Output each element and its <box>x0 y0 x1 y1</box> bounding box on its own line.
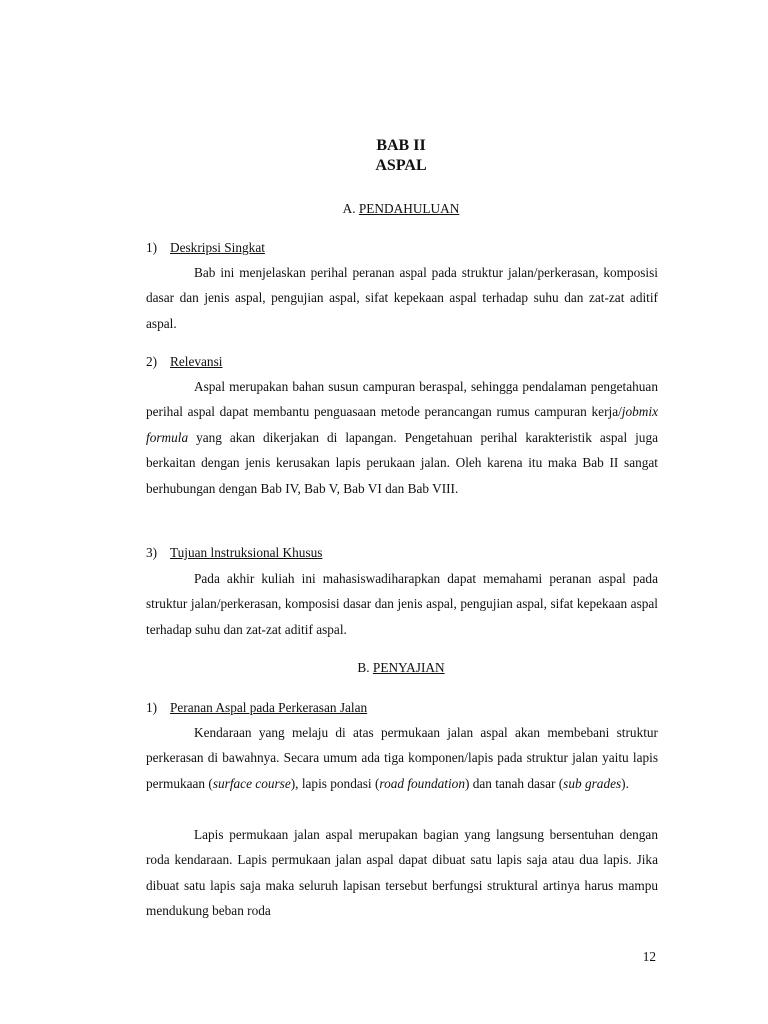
item-b1-p1-text-d: ). <box>621 775 629 791</box>
section-b-heading <box>17 655 768 680</box>
item-a1-heading <box>146 235 658 260</box>
item-a2-title: Relevansi <box>170 354 223 369</box>
chapter-name: ASPAL <box>375 157 427 174</box>
item-b1-p1-text-b: ), lapis pondasi ( <box>290 775 380 791</box>
item-a2-paragraph <box>146 374 658 501</box>
item-b1-p1-text-a: Kendaraan yang melaju di atas permukaan jalan aspal akan membebani struktur perkerasan di bawahnya. Secara umum ada tiga komponen/lapis pada struktur jalan yaitu lapis permukaan ( <box>146 725 658 791</box>
item-a2-text-italic: jobmix formula <box>146 404 658 445</box>
section-a-prefix: A. <box>342 201 356 216</box>
item-a3-heading <box>146 540 658 565</box>
page-number: 12 <box>642 949 656 964</box>
item-a1-title: Deskripsi Singkat <box>170 240 265 255</box>
chapter-number: BAB II <box>376 137 426 154</box>
item-b1-p1-italic-2: road foundation <box>379 775 465 791</box>
section-b-title: PENYAJIAN <box>372 660 445 675</box>
item-b1-title: Peranan Aspal pada Perkerasan Jalan <box>170 700 368 715</box>
item-b1-heading <box>146 695 658 720</box>
item-a1-number: 1) <box>146 240 158 255</box>
item-a2-text-2: yang akan dikerjakan di lapangan. Pengetahuan perihal karakteristik aspal juga berkaitan dengan jenis kerusakan lapis perukaan jalan. Oleh karena itu maka Bab II sangat berhubungan dengan Bab IV, Bab V, Bab VI dan Bab VIII. <box>146 429 658 496</box>
item-a2-heading <box>146 349 658 374</box>
item-b1-paragraph-2: Lapis permukaan jalan aspal merupakan bagian yang langsung bersentuhan dengan roda kendaraan. Lapis permukaan jalan aspal dapat dibuat satu lapis saja atau dua lapis. Jika dibuat satu lapis saja maka seluruh lapisan tersebut berfungsi struktural artinya harus mampu mendukung beban roda <box>146 827 658 919</box>
item-b1-number: 1) <box>146 700 158 715</box>
item-b1-p1-italic-1: surface course <box>212 775 291 791</box>
item-a2-text-1: Aspal merupakan bahan susun campuran beraspal, sehingga pendalaman pengetahuan perihal aspal dapat membantu penguasaan metode perancangan rumus campuran kerja/ <box>146 379 658 420</box>
item-b1-p1-text-c: ) dan tanah dasar ( <box>464 775 564 791</box>
item-b1-p1-italic-3: sub grades <box>563 775 622 791</box>
chapter-title <box>17 136 768 176</box>
item-a3-number: 3) <box>146 545 158 560</box>
item-a3-paragraph: Pada akhir kuliah ini mahasiswadiharapkan dapat memahami peranan aspal pada struktur jalan/perkerasan, komposisi dasar dan jenis aspal, pengujian aspal, sifat kepekaan aspal terhadap suhu dan zat-zat aditif aspal. <box>146 571 658 637</box>
item-a1-paragraph: Bab ini menjelaskan perihal peranan aspal pada struktur jalan/perkerasan, komposisi dasar dan jenis aspal, pengujian aspal, sifat kepekaan aspal terhadap suhu dan zat-zat aditif aspal. <box>146 265 658 331</box>
item-a3-title: Tujuan lnstruksional Khusus <box>170 545 323 560</box>
section-b-prefix: B. <box>357 660 370 675</box>
item-b1-paragraph-1 <box>146 720 658 796</box>
section-a-heading <box>17 196 768 221</box>
section-a-title: PENDAHULUAN <box>358 201 460 216</box>
item-a2-number: 2) <box>146 354 158 369</box>
